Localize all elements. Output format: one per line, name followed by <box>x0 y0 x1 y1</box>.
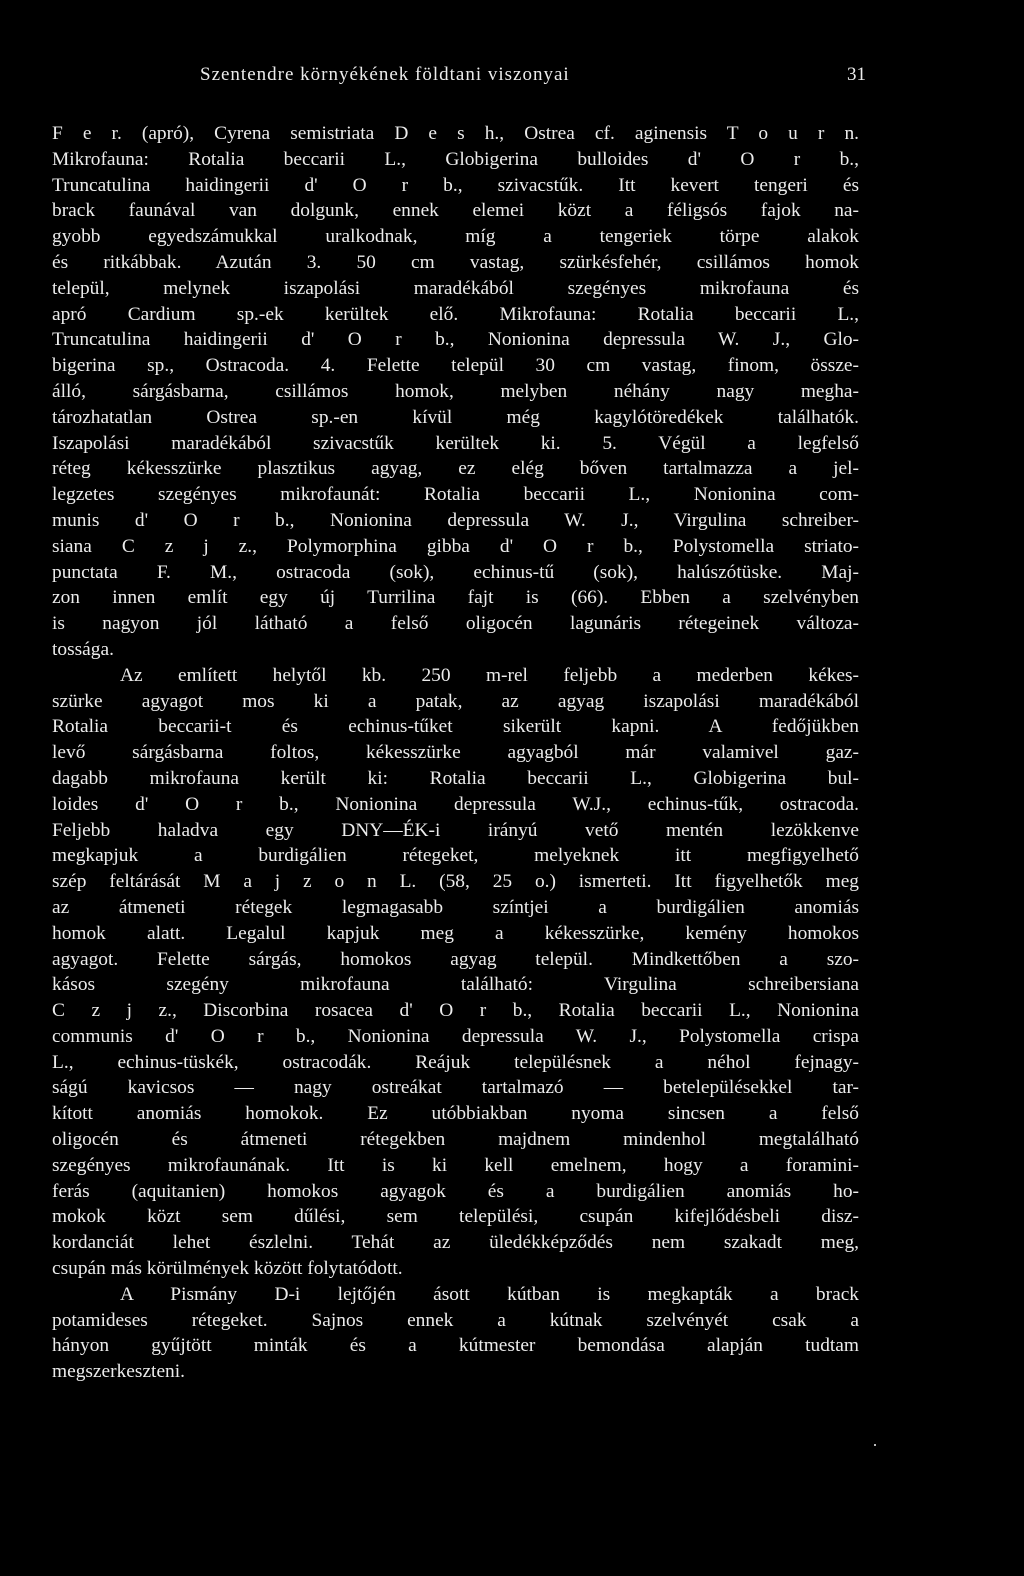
text-line: csupán más körülmények között folytatódott. <box>52 1258 403 1280</box>
text-line: kított anomiás homokok. Ez utóbbiakban nyoma sincsen a felső <box>52 1103 859 1125</box>
text-line: siana C z j z., Polymorphina gibba d' O r b., Polystomella striato- <box>52 535 859 557</box>
text-line: szürke agyagot mos ki a patak, az agyag iszapolási maradékából <box>52 690 859 712</box>
text-line: Rotalia beccarii-t és echinus-tűket sikerült kapni. A fedőjükben <box>52 716 859 738</box>
text-line: mokok közt sem dűlési, sem települési, csupán kifejlődésbeli disz- <box>52 1206 859 1228</box>
text-line: is nagyon jól látható a felső oligocén lagunáris rétegeinek változa- <box>52 613 859 635</box>
text-line: loides d' O r b., Nonionina depressula W.J., echinus-tűk, ostracoda. <box>52 793 859 815</box>
text-line: legzetes szegényes mikrofaunát: Rotalia beccarii L., Nonionina com- <box>52 484 859 506</box>
text-line: az átmeneti rétegek legmagasabb színtjei a burdigálien anomiás <box>52 896 859 918</box>
text-line: punctata F. M., ostracoda (sok), echinus-tű (sok), halúszótüske. Maj- <box>52 561 859 583</box>
text-line: és ritkábbak. Azután 3. 50 cm vastag, szürkésfehér, csillámos homok <box>52 251 859 273</box>
body-text <box>52 121 859 1385</box>
text-line: communis d' O r b., Nonionina depressula W. J., Polystomella crispa <box>52 1025 859 1047</box>
text-line: homok alatt. Legalul kapjuk meg a kékesszürke, kemény homokos <box>52 922 859 944</box>
text-line: Mikrofauna: Rotalia beccarii L., Globigerina bulloides d' O r b., <box>52 148 859 170</box>
text-line: Truncatulina haidingerii d' O r b., szivacstűk. Itt kevert tengeri és <box>52 174 859 196</box>
text-line: dagabb mikrofauna került ki: Rotalia beccarii L., Globigerina bul- <box>52 767 859 789</box>
text-line: szép feltárását M a j z o n L. (58, 25 o.) ismerteti. Itt figyelhetők meg <box>52 871 859 893</box>
text-line: levő sárgásbarna foltos, kékesszürke agyagból már valamivel gaz- <box>52 742 859 764</box>
text-line: brack faunával van dolgunk, ennek elemei közt a féligsós fajok na- <box>52 200 859 222</box>
text-line: hányon gyűjtött minták és a kútmester bemondása alapján tudtam <box>52 1335 859 1357</box>
text-line: kordanciát lehet észlelni. Tehát az üledékképződés nem szakadt meg, <box>52 1232 859 1254</box>
text-line: A Pismány D-i lejtőjén ásott kútban is megkapták a brack <box>120 1283 859 1305</box>
running-header <box>52 64 864 86</box>
text-line: Truncatulina haidingerii d' O r b., Nonionina depressula W. J., Glo- <box>52 329 859 351</box>
page-number: 31 <box>847 64 866 85</box>
speck-mark <box>874 1444 876 1446</box>
text-line: álló, sárgásbarna, csillámos homok, melyben néhány nagy megha- <box>52 380 859 402</box>
text-line: zon innen említ egy új Turrilina fajt is (66). Ebben a szelvényben <box>52 587 859 609</box>
text-line: F e r. (apró), Cyrena semistriata D e s h., Ostrea cf. aginensis T o u r n. <box>52 123 859 144</box>
text-line: megkapjuk a burdigálien rétegeket, melyeknek itt megfigyelhető <box>52 845 859 867</box>
text-line: települ, melynek iszapolási maradékából szegényes mikrofauna és <box>52 277 859 299</box>
text-line: ságú kavicsos — nagy ostreákat tartalmazó — betelepülésekkel tar- <box>52 1077 859 1099</box>
text-line: C z j z., Discorbina rosacea d' O r b., Rotalia beccarii L., Nonionina <box>52 1000 859 1022</box>
text-line: tározhatatlan Ostrea sp.-en kívül még kagylótöredékek találhatók. <box>52 406 859 428</box>
text-line: apró Cardium sp.-ek kerültek elő. Mikrofauna: Rotalia beccarii L., <box>52 303 859 325</box>
text-line: Iszapolási maradékából szivacstűk kerültek ki. 5. Végül a legfelső <box>52 432 859 454</box>
text-line: agyagot. Felette sárgás, homokos agyag települ. Mindkettőben a szo- <box>52 948 859 970</box>
text-line: oligocén és átmeneti rétegekben majdnem mindenhol megtalálható <box>52 1129 859 1151</box>
text-line: szegényes mikrofaunának. Itt is ki kell emelnem, hogy a foramini- <box>52 1154 859 1176</box>
text-line: tossága. <box>52 638 114 660</box>
text-line: kásos szegény mikrofauna található: Virgulina schreibersiana <box>52 974 859 996</box>
text-line: Feljebb haladva egy DNY—ÉK-i irányú vető mentén lezökkenve <box>52 819 859 841</box>
text-line: bigerina sp., Ostracoda. 4. Felette települ 30 cm vastag, finom, össze- <box>52 355 859 377</box>
running-title: Szentendre környékének földtani viszonyai <box>200 64 570 85</box>
text-line: réteg kékesszürke plasztikus agyag, ez elég bőven tartalmazza a jel- <box>52 458 859 480</box>
text-line: megszerkeszteni. <box>52 1361 185 1383</box>
text-line: Az említett helytől kb. 250 m-rel feljebb a mederben kékes- <box>120 664 859 686</box>
text-line: ferás (aquitanien) homokos agyagok és a burdigálien anomiás ho- <box>52 1180 859 1202</box>
text-line: munis d' O r b., Nonionina depressula W. J., Virgulina schreiber- <box>52 509 859 531</box>
text-line: L., echinus-tüskék, ostracodák. Reájuk településnek a néhol fejnagy- <box>52 1051 859 1073</box>
text-line: potamideses rétegeket. Sajnos ennek a kútnak szelvényét csak a <box>52 1309 859 1331</box>
text-line: gyobb egyedszámukkal uralkodnak, míg a tengeriek törpe alakok <box>52 226 859 248</box>
